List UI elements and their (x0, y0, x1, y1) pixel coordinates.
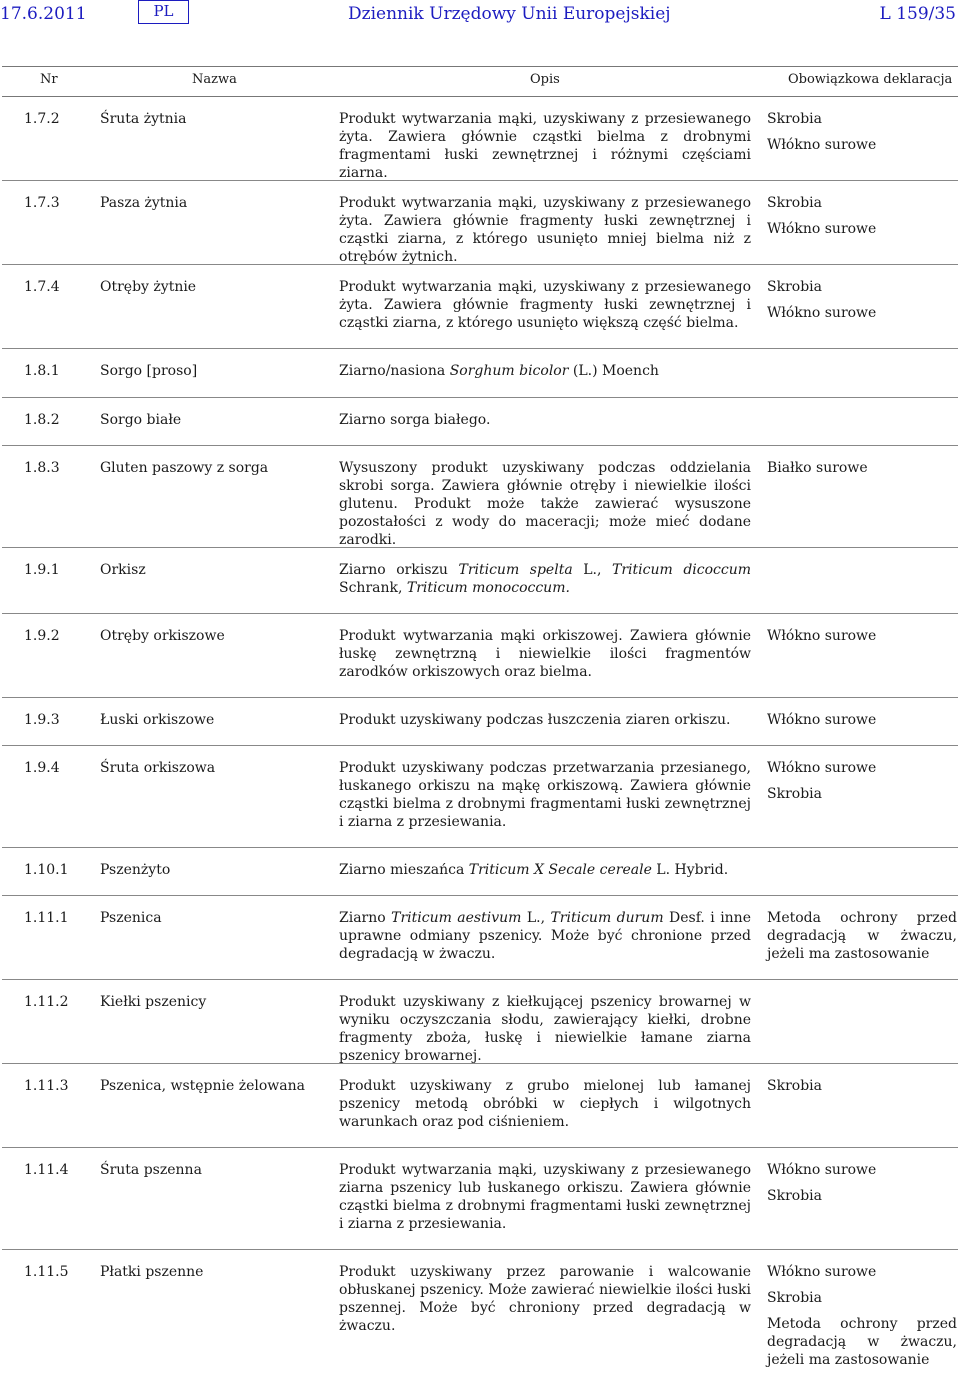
declaration-item: Skrobia (767, 1290, 822, 1306)
row-name: Gluten paszowy z sorga (100, 460, 269, 476)
row-declaration (767, 909, 957, 971)
row-description: Ziarno mieszańca Triticum X Secale cereale L. Hybrid. (339, 862, 729, 878)
row-divider (2, 745, 958, 746)
row-name: Śruta żytnia (100, 111, 187, 127)
row-declaration (767, 627, 957, 653)
declaration-item: Skrobia (767, 1078, 822, 1094)
row-name: Otręby żytnie (100, 279, 197, 295)
row-description: Produkt uzyskiwany przez parowanie i walcowanie obłuskanej pszenicy. Może zawierać niewielkie ilości łuski pszennej. Może być chroniony przed degradacją w żwaczu. (339, 1264, 751, 1334)
row-number: 1.8.2 (24, 412, 60, 428)
row-declaration (767, 194, 957, 246)
row-divider (2, 445, 958, 446)
declaration-item: Białko surowe (767, 460, 868, 476)
row-description: Produkt wytwarzania mąki, uzyskiwany z przesiewanego ziarna pszenicy lub łuskanego orkiszu. Zawiera głównie cząstki bielma z drobnymi fragmentami łuski zewnętrznej i ziarna z przesiewania. (339, 1162, 751, 1232)
publication-date: 17.6.2011 (0, 4, 87, 24)
row-divider (2, 1249, 958, 1250)
language-badge: PL (138, 0, 189, 24)
row-description: Ziarno sorga białego. (339, 412, 491, 428)
declaration-item: Skrobia (767, 111, 822, 127)
row-name: Łuski orkiszowe (100, 712, 215, 728)
declaration-item: Metoda ochrony przed degradacją w żwaczu, jeżeli ma zastosowanie (767, 1316, 957, 1368)
row-declaration (767, 711, 957, 737)
row-declaration (767, 278, 957, 330)
row-description: Ziarno/nasiona Sorghum bicolor (L.) Moench (339, 363, 659, 379)
row-description: Ziarno orkiszu Triticum spelta L., Triticum dicoccum Schrank, Triticum monococcum. (339, 562, 752, 596)
row-description: Produkt wytwarzania mąki, uzyskiwany z przesiewanego żyta. Zawiera głównie cząstki bielma z drobnymi fragmentami łuski zewnętrznej i różnymi częściami ziarna. (339, 111, 751, 181)
row-divider (2, 979, 958, 980)
row-description: Produkt uzyskiwany podczas przetwarzania przesianego, łuskanego orkiszu na mąkę orkiszową. Zawiera głównie cząstki bielma z drobnymi fragmentami łuski zewnętrznej i ziarna z przesiewania. (339, 760, 751, 830)
row-number: 1.9.2 (24, 628, 60, 644)
row-name: Orkisz (100, 562, 146, 578)
row-name: Pszenżyto (100, 862, 171, 878)
row-declaration (767, 759, 957, 811)
declaration-item: Włókno surowe (767, 1162, 877, 1178)
row-divider (2, 1147, 958, 1148)
row-number: 1.8.3 (24, 460, 60, 476)
row-number: 1.11.4 (24, 1162, 69, 1178)
column-header-deklaracja: Obowiązkowa deklaracja (788, 72, 953, 87)
page-number: L 159/35 (879, 4, 956, 24)
row-number: 1.9.3 (24, 712, 60, 728)
column-header-nazwa: Nazwa (192, 72, 237, 87)
row-description: Produkt wytwarzania mąki, uzyskiwany z przesiewanego żyta. Zawiera głównie fragmenty łuski zewnętrznej i cząstki ziarna, z którego usunięto większą część bielma. (339, 279, 751, 331)
column-header-opis: Opis (530, 72, 560, 87)
declaration-item: Włókno surowe (767, 305, 877, 321)
row-description: Produkt uzyskiwany z grubo mielonej lub łamanej pszenicy metodą obróbki w ciepłych i wilgotnych warunkach oraz pod ciśnieniem. (339, 1078, 751, 1130)
row-divider (2, 397, 958, 398)
row-name: Kiełki pszenicy (100, 994, 207, 1010)
row-number: 1.9.4 (24, 760, 60, 776)
declaration-item: Skrobia (767, 279, 822, 295)
declaration-item: Włókno surowe (767, 712, 877, 728)
row-name: Otręby orkiszowe (100, 628, 225, 644)
row-name: Śruta pszenna (100, 1162, 202, 1178)
row-divider (2, 613, 958, 614)
row-declaration (767, 110, 957, 162)
row-declaration (767, 1263, 957, 1377)
row-divider (2, 895, 958, 896)
declaration-item: Włókno surowe (767, 221, 877, 237)
row-description: Produkt wytwarzania mąki orkiszowej. Zawiera głównie łuskę zewnętrzną i niewielkie ilości fragmentów zarodków orkiszowych oraz bielma. (339, 628, 751, 680)
declaration-item: Włókno surowe (767, 137, 877, 153)
row-divider (2, 348, 958, 349)
row-name: Płatki pszenne (100, 1264, 204, 1280)
row-number: 1.8.1 (24, 363, 60, 379)
row-declaration (767, 1161, 957, 1213)
row-number: 1.7.3 (24, 195, 60, 211)
declaration-item: Skrobia (767, 786, 822, 802)
row-name: Sorgo białe (100, 412, 182, 428)
declaration-item: Metoda ochrony przed degradacją w żwaczu, jeżeli ma zastosowanie (767, 910, 957, 962)
row-description: Produkt uzyskiwany podczas łuszczenia ziaren orkiszu. (339, 712, 731, 728)
row-divider (2, 697, 958, 698)
declaration-item: Włókno surowe (767, 760, 877, 776)
row-name: Pszenica, wstępnie żelowana (100, 1078, 306, 1094)
column-header-nr: Nr (40, 72, 58, 87)
row-number: 1.7.2 (24, 111, 60, 127)
row-description: Ziarno Triticum aestivum L., Triticum durum Desf. i inne uprawne odmiany pszenicy. Może być chronione przed degradacją w żwaczu. (339, 910, 751, 962)
row-declaration (767, 1077, 957, 1103)
row-name: Pasza żytnia (100, 195, 188, 211)
declaration-item: Skrobia (767, 1188, 822, 1204)
journal-title: Dziennik Urzędowy Unii Europejskiej (348, 4, 671, 24)
header-bottom-rule (2, 96, 958, 97)
row-name: Pszenica (100, 910, 162, 926)
table-top-rule (2, 66, 958, 67)
row-number: 1.11.1 (24, 910, 69, 926)
row-number: 1.9.1 (24, 562, 60, 578)
declaration-item: Włókno surowe (767, 628, 877, 644)
page-header (0, 0, 960, 32)
declaration-item: Skrobia (767, 195, 822, 211)
row-description: Produkt uzyskiwany z kiełkującej pszenicy browarnej w wyniku oczyszczania słodu, zawierający kiełki, drobne fragmenty zboża, łuskę i niewielkie łamane ziarna pszenicy browarnej. (339, 994, 751, 1064)
row-declaration (767, 459, 957, 485)
row-number: 1.11.2 (24, 994, 69, 1010)
row-description: Produkt wytwarzania mąki, uzyskiwany z przesiewanego żyta. Zawiera głównie fragmenty łuski zewnętrznej i cząstki ziarna, z którego usunięto mniej bielma niż z otrębów żytnich. (339, 195, 751, 265)
row-name: Sorgo [proso] (100, 363, 198, 379)
row-number: 1.11.3 (24, 1078, 69, 1094)
row-description: Wysuszony produkt uzyskiwany podczas oddzielania skrobi sorga. Zawiera głównie otręby i niewielkie ilości glutenu. Produkt może także zawierać wysuszone pozostałości z wody do maceracji; może mieć dodane zarodki. (339, 460, 751, 548)
declaration-item: Włókno surowe (767, 1264, 877, 1280)
row-name: Śruta orkiszowa (100, 760, 216, 776)
row-divider (2, 847, 958, 848)
row-number: 1.11.5 (24, 1264, 69, 1280)
row-number: 1.10.1 (24, 862, 69, 878)
row-number: 1.7.4 (24, 279, 60, 295)
